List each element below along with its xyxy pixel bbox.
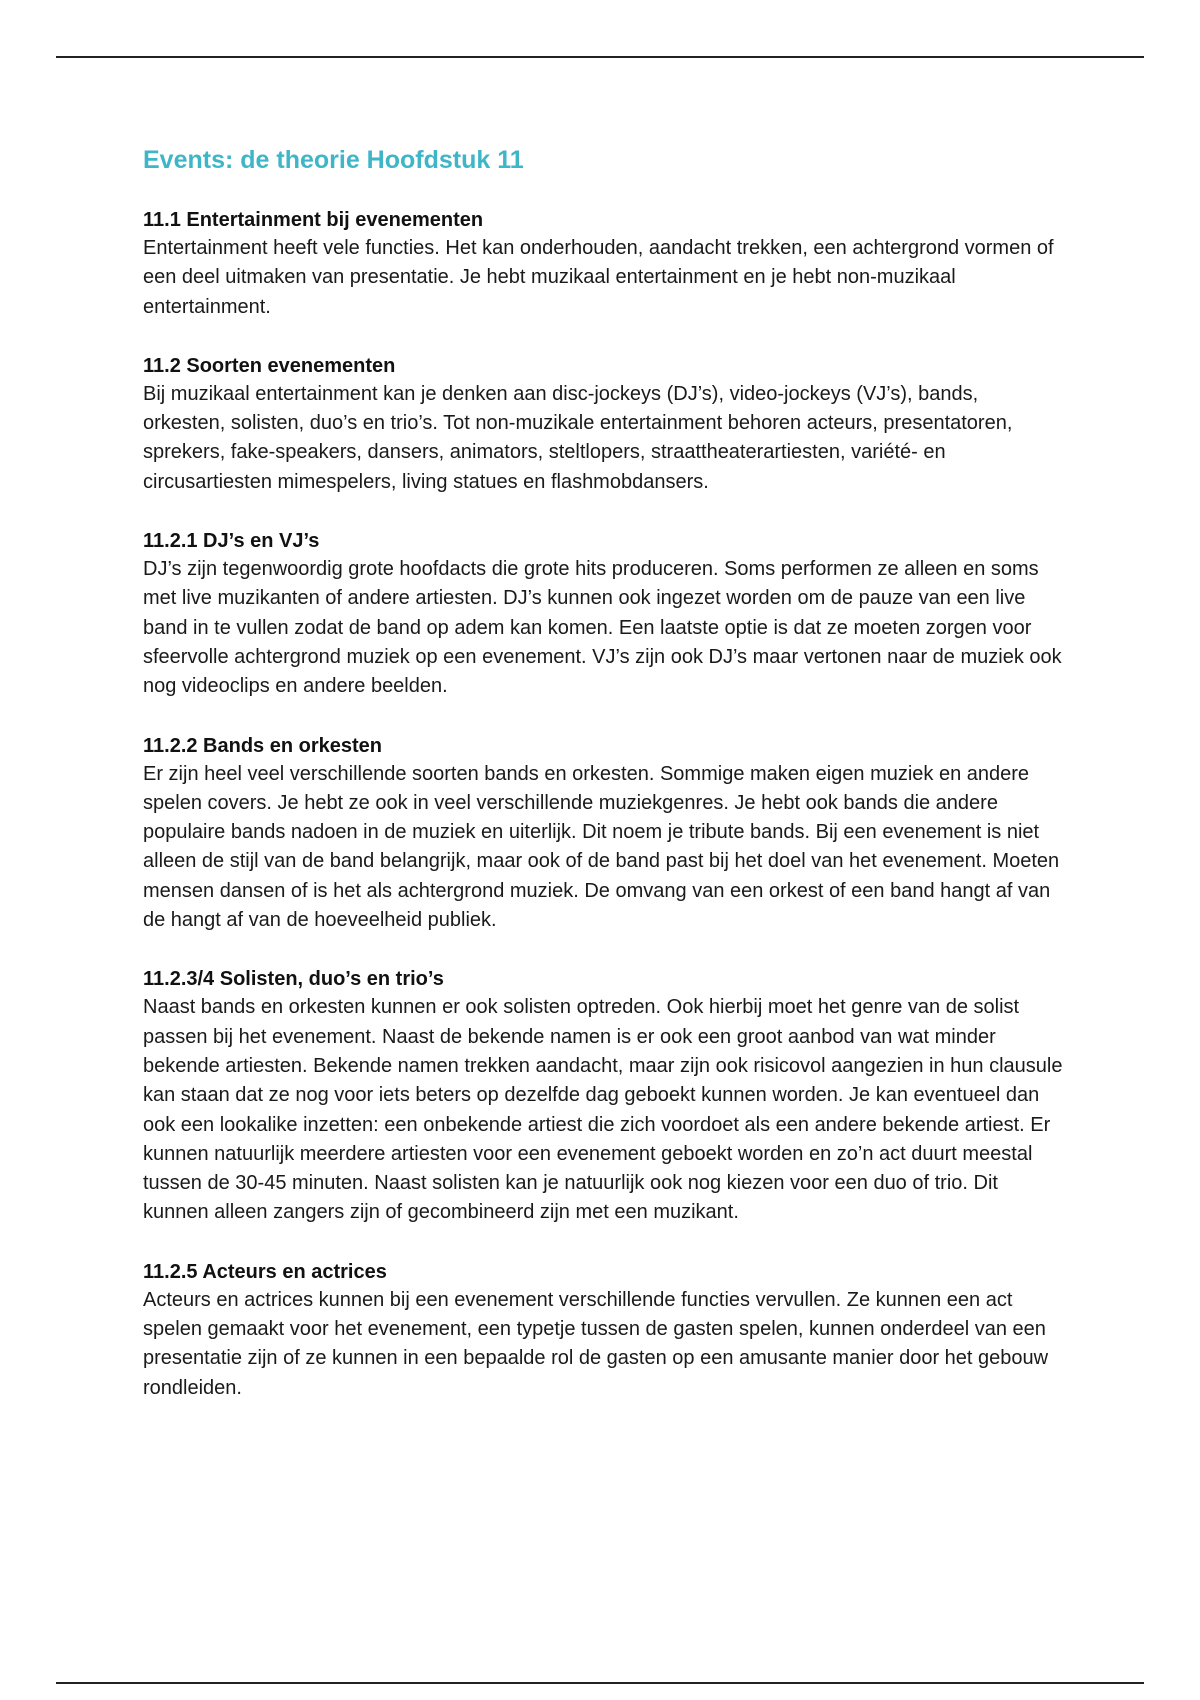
- document-body: [143, 140, 1063, 1433]
- section-paragraph: Acteurs en actrices kunnen bij een evenement verschillende functies vervullen. Ze kunnen een act spelen gemaakt voor het evenement, een typetje tussen de gasten spelen, kunnen onderdeel van een presentatie zijn of ze kunnen in een bepaalde rol de gasten op een amusante manier door het gebouw rondleiden.: [143, 1288, 1049, 1399]
- document-title: Events: de theorie Hoofdstuk 11: [143, 146, 524, 174]
- section-acteurs-actrices: [143, 1258, 1063, 1403]
- section-heading: 11.2.1 DJ’s en VJ’s: [143, 530, 320, 553]
- section-paragraph: Bij muzikaal entertainment kan je denken aan disc-jockeys (DJ’s), video-jockeys (VJ’s), bands, orkesten, solisten, duo’s en trio’s. Tot non-muzikale entertainment behoren acteurs, presentatoren, sprekers, fake-speakers, dansers, animators, steltlopers, straattheaterartiesten, variété- en circusartiesten mimespelers, living statues en flashmobdansers.: [143, 382, 1013, 493]
- section-paragraph: Naast bands en orkesten kunnen er ook solisten optreden. Ook hierbij moet het genre van de solist passen bij het evenement. Naast de bekende namen is er ook een groot aanbod van wat minder bekende artiesten. Bekende namen trekken aandacht, maar zijn ook risicovol aangezien in hun clausule kan staan dat ze nog voor iets beters op dezelfde dag geboekt kunnen worden. Je kan eventueel dan ook een lookalike inzetten: een onbekende artiest die zich voordoet als een andere bekende artiest. Er kunnen natuurlijk meerdere artiesten voor een evenement geboekt worden en zo’n act duurt meestal tussen de 30-45 minuten. Naast solisten kan je natuurlijk ook nog kiezen voor een duo of trio. Dit kunnen alleen zangers zijn of gecombineerd zijn met een muzikant.: [143, 996, 1063, 1224]
- section-heading: 11.1 Entertainment bij evenementen: [143, 209, 484, 231]
- section-paragraph: DJ’s zijn tegenwoordig grote hoofdacts die grote hits produceren. Soms performen ze alleen en soms met live muzikanten of andere artiesten. DJ’s kunnen ook ingezet worden om de pauze van een live band in te vullen zodat de band op adem kan komen. Een laatste optie is dat ze moeten zorgen voor sfeervolle achtergrond muziek op een evenement. VJ’s zijn ook DJ’s maar vertonen naar de muziek ook nog videoclips en andere beelden.: [143, 558, 1062, 698]
- section-paragraph: Entertainment heeft vele functies. Het kan onderhouden, aandacht trekken, een achtergrond vormen of een deel uitmaken van presentatie. Je hebt muzikaal entertainment en je hebt non-muzikaal entertainment.: [143, 237, 1054, 318]
- section-bands-orkesten: [143, 732, 1063, 936]
- section-heading: 11.2.3/4 Solisten, duo’s en trio’s: [143, 968, 444, 991]
- section-entertainment: [143, 206, 1063, 322]
- section-heading: 11.2 Soorten evenementen: [143, 354, 396, 377]
- section-djs-vjs: [143, 527, 1063, 701]
- section-heading: 11.2.5 Acteurs en actrices: [143, 1260, 387, 1283]
- section-soorten-evenementen: [143, 352, 1063, 497]
- section-paragraph: Er zijn heel veel verschillende soorten bands en orkesten. Sommige maken eigen muziek en andere spelen covers. Je hebt ze ook in veel verschillende muziekgenres. Je hebt ook bands die andere populaire bands nadoen in de muziek en uiterlijk. Dit noem je tribute bands. Bij een evenement is niet alleen de stijl van de band belangrijk, maar ook of de band past bij het doel van het evenement. Moeten mensen dansen of is het als achtergrond muziek. De omvang van een orkest of een band hangt af van de hangt af van de hoeveelheid publiek.: [143, 762, 1060, 932]
- bottom-rule: [56, 1682, 1144, 1684]
- section-heading: 11.2.2 Bands en orkesten: [143, 734, 383, 757]
- section-solisten-duos-trios: [143, 965, 1063, 1227]
- top-rule: [56, 56, 1144, 58]
